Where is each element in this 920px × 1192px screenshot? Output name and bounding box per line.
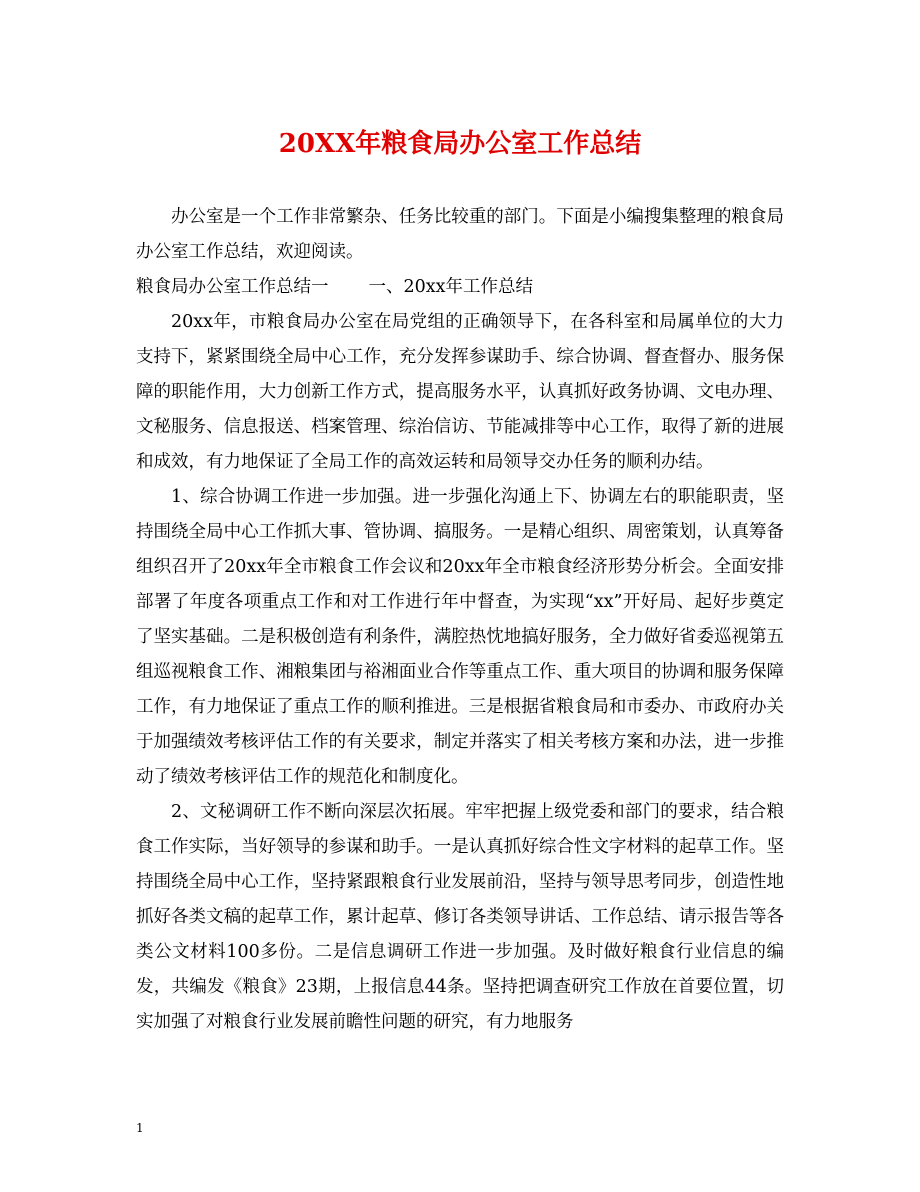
document-body [136,200,784,1040]
body-paragraph-1: 20xx年，市粮食局办公室在局党组的正确领导下，在各科室和局属单位的大力支持下，紧紧围绕全局中心工作，充分发挥参谋助手、综合协调、督查督办、服务保障的职能作用，大力创新工作方式，提高服务水平，认真抓好政务协调、文电办理、文秘服务、信息报送、档案管理、综治信访、节能减排等中心工作，取得了新的进展和成效，有力地保证了全局工作的高效运转和局领导交办任务的顺利办结。 [136,312,784,472]
section-heading-left: 粮食局办公室工作总结一 [136,277,329,297]
intro-paragraph: 办公室是一个工作非常繁杂、任务比较重的部门。下面是小编搜集整理的粮食局办公室工作总结，欢迎阅读。 [136,207,784,262]
section-heading-right: 一、20xx年工作总结 [368,277,534,297]
section-heading [136,270,784,305]
body-paragraph-3: 2、文秘调研工作不断向深层次拓展。牢牢把握上级党委和部门的要求，结合粮食工作实际，当好领导的参谋和助手。一是认真抓好综合性文字材料的起草工作。坚持围绕全局中心工作，坚持紧跟粮食行业发展前沿，坚持与领导思考同步，创造性地抓好各类文稿的起草工作，累计起草、修订各类领导讲话、工作总结、请示报告等各类公文材料100多份。二是信息调研工作进一步加强。及时做好粮食行业信息的编发，共编发《粮食》23期，上报信息44条。坚持把调查研究工作放在首要位置，切实加强了对粮食行业发展前瞻性问题的研究，有力地服务 [136,802,784,1032]
document-title: 20XX年粮食局办公室工作总结 [278,129,642,159]
page-number: 1 [136,1121,144,1135]
body-paragraph-2: 1、综合协调工作进一步加强。进一步强化沟通上下、协调左右的职能职责，坚持围绕全局中心工作抓大事、管协调、搞服务。一是精心组织、周密策划，认真筹备组织召开了20xx年全市粮食工作会议和20xx年全市粮食经济形势分析会。全面安排部署了年度各项重点工作和对工作进行年中督查，为实现“xx”开好局、起好步奠定了坚实基础。二是积极创造有利条件，满腔热忱地搞好服务，全力做好省委巡视第五组巡视粮食工作、湘粮集团与裕湘面业合作等重点工作、重大项目的协调和服务保障工作，有力地保证了重点工作的顺利推进。三是根据省粮食局和市委办、市政府办关于加强绩效考核评估工作的有关要求，制定并落实了相关考核方案和办法，进一步推动了绩效考核评估工作的规范化和制度化。 [136,487,784,787]
